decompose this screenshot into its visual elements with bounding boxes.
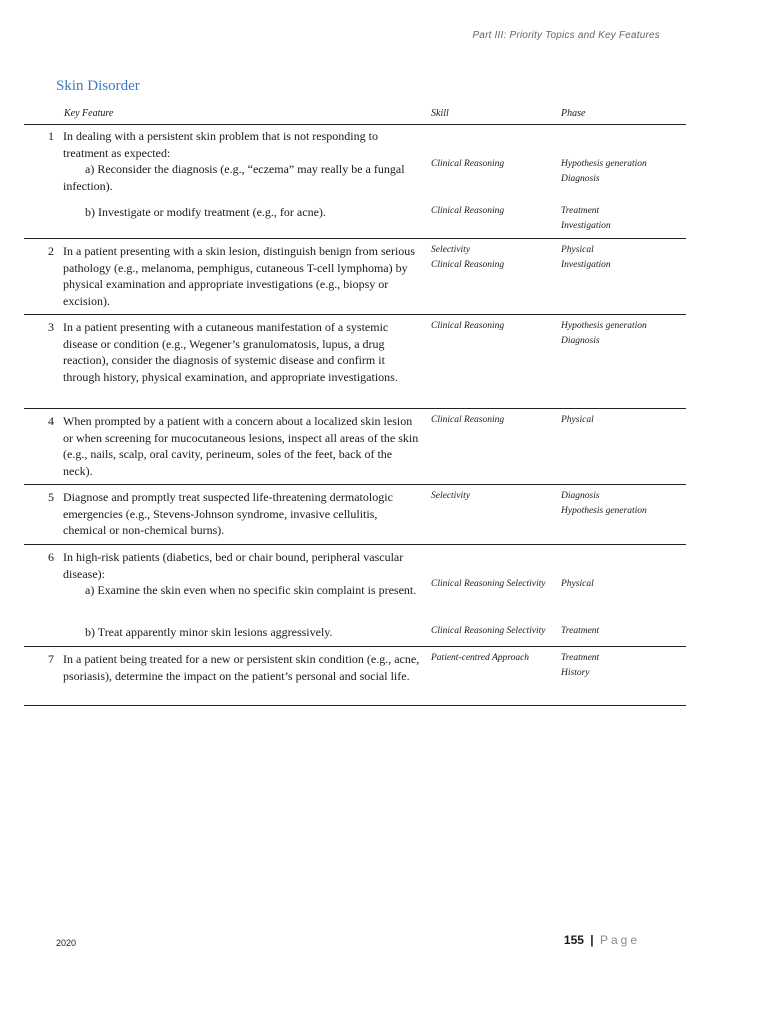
key-feature-part-a: a) Reconsider the diagnosis (e.g., “eczema” may really be a fungal infection). <box>63 162 405 193</box>
row-number: 3 <box>48 320 54 334</box>
key-feature-text: Diagnose and promptly treat suspected life-threatening dermatologic emergencies (e.g., Stevens-Johnson syndrome, invasive cellulitis, chemical or non-chemical burns). <box>63 490 393 537</box>
column-header-key-feature: Key Feature <box>64 108 114 119</box>
row-number: 5 <box>48 490 54 504</box>
column-header-skill: Skill <box>431 108 449 119</box>
table-row <box>24 545 686 647</box>
row-number: 1 <box>48 129 54 143</box>
table-header <box>24 106 686 125</box>
key-feature-text <box>63 549 423 599</box>
page-word: Page <box>599 933 640 947</box>
footer-year: 2020 <box>56 938 77 948</box>
table-row <box>24 315 686 409</box>
key-feature-text: When prompted by a patient with a concern about a localized skin lesion or when screening for mucocutaneous lesions, inspect all areas of the skin (e.g., nails, scalp, oral cavity, perineum, soles of the feet, back of the neck). <box>63 414 419 478</box>
row-number: 6 <box>48 550 54 564</box>
key-feature-text: In a patient presenting with a cutaneous manifestation of a systemic disease or condition (e.g., Wegener’s granulomatosis, lupus, a drug reaction), consider the diagnosis of systemic disease and confirm it through history, physical examination, and appropriate investigations. <box>63 320 398 384</box>
row-number: 7 <box>48 652 54 666</box>
key-feature-text: In a patient being treated for a new or persistent skin condition (e.g., acne, psoriasis), determine the impact on the patient’s personal and social life. <box>63 652 420 683</box>
phase-cell: Hypothesis generation Diagnosis <box>561 159 647 184</box>
phase-cell: Treatment Investigation <box>561 206 611 231</box>
phase-cell: Diagnosis Hypothesis generation <box>561 491 647 516</box>
phase-cell: Treatment <box>561 626 600 636</box>
phase-cell: Treatment History <box>561 653 600 678</box>
key-feature-part-a: a) Examine the skin even when no specific skin complaint is present. <box>85 583 417 597</box>
skill-cell: Clinical Reasoning <box>431 321 505 331</box>
row-number: 2 <box>48 244 54 258</box>
page-number <box>564 933 640 947</box>
table-row <box>24 485 686 545</box>
table-row <box>24 409 686 485</box>
skill-cell: Clinical Reasoning <box>431 415 505 425</box>
key-feature-part-b: b) Treat apparently minor skin lesions aggressively. <box>85 625 333 639</box>
page-separator: | <box>590 933 594 947</box>
phase-cell: Hypothesis generation Diagnosis <box>561 321 647 346</box>
table-row <box>24 124 686 239</box>
table-row <box>24 239 686 315</box>
row-number: 4 <box>48 414 54 428</box>
phase-cell: Physical Investigation <box>561 245 611 270</box>
key-feature-part-b: b) Investigate or modify treatment (e.g., for acne). <box>85 205 326 219</box>
skill-cell: Clinical Reasoning <box>431 159 505 169</box>
table-row <box>24 647 686 706</box>
phase-cell: Physical <box>561 579 594 589</box>
key-feature-text <box>63 128 423 194</box>
skill-cell: Patient-centred Approach <box>431 653 530 663</box>
page-number-value: 155 <box>563 933 584 947</box>
skill-cell: Clinical Reasoning Selectivity <box>431 579 546 589</box>
key-feature-text: In a patient presenting with a skin lesion, distinguish benign from serious pathology (e.g., melanoma, pemphigus, cutaneous T-cell lymphoma) by physical examination and appropriate investigations (e.g., biopsy or excision). <box>63 244 415 308</box>
column-header-phase: Phase <box>561 108 586 119</box>
skill-cell: Clinical Reasoning Selectivity <box>431 626 546 636</box>
running-header: Part III: Priority Topics and Key Features <box>472 30 660 41</box>
section-title: Skin Disorder <box>56 78 140 94</box>
key-feature-intro: In dealing with a persistent skin problem that is not responding to treatment as expected: <box>63 129 378 160</box>
skill-cell: Clinical Reasoning <box>431 206 505 216</box>
skill-cell: Selectivity <box>431 491 471 501</box>
key-feature-intro: In high-risk patients (diabetics, bed or chair bound, peripheral vascular disease): <box>63 550 404 581</box>
phase-cell: Physical <box>561 415 594 425</box>
skill-cell: Selectivity Clinical Reasoning <box>431 245 505 270</box>
